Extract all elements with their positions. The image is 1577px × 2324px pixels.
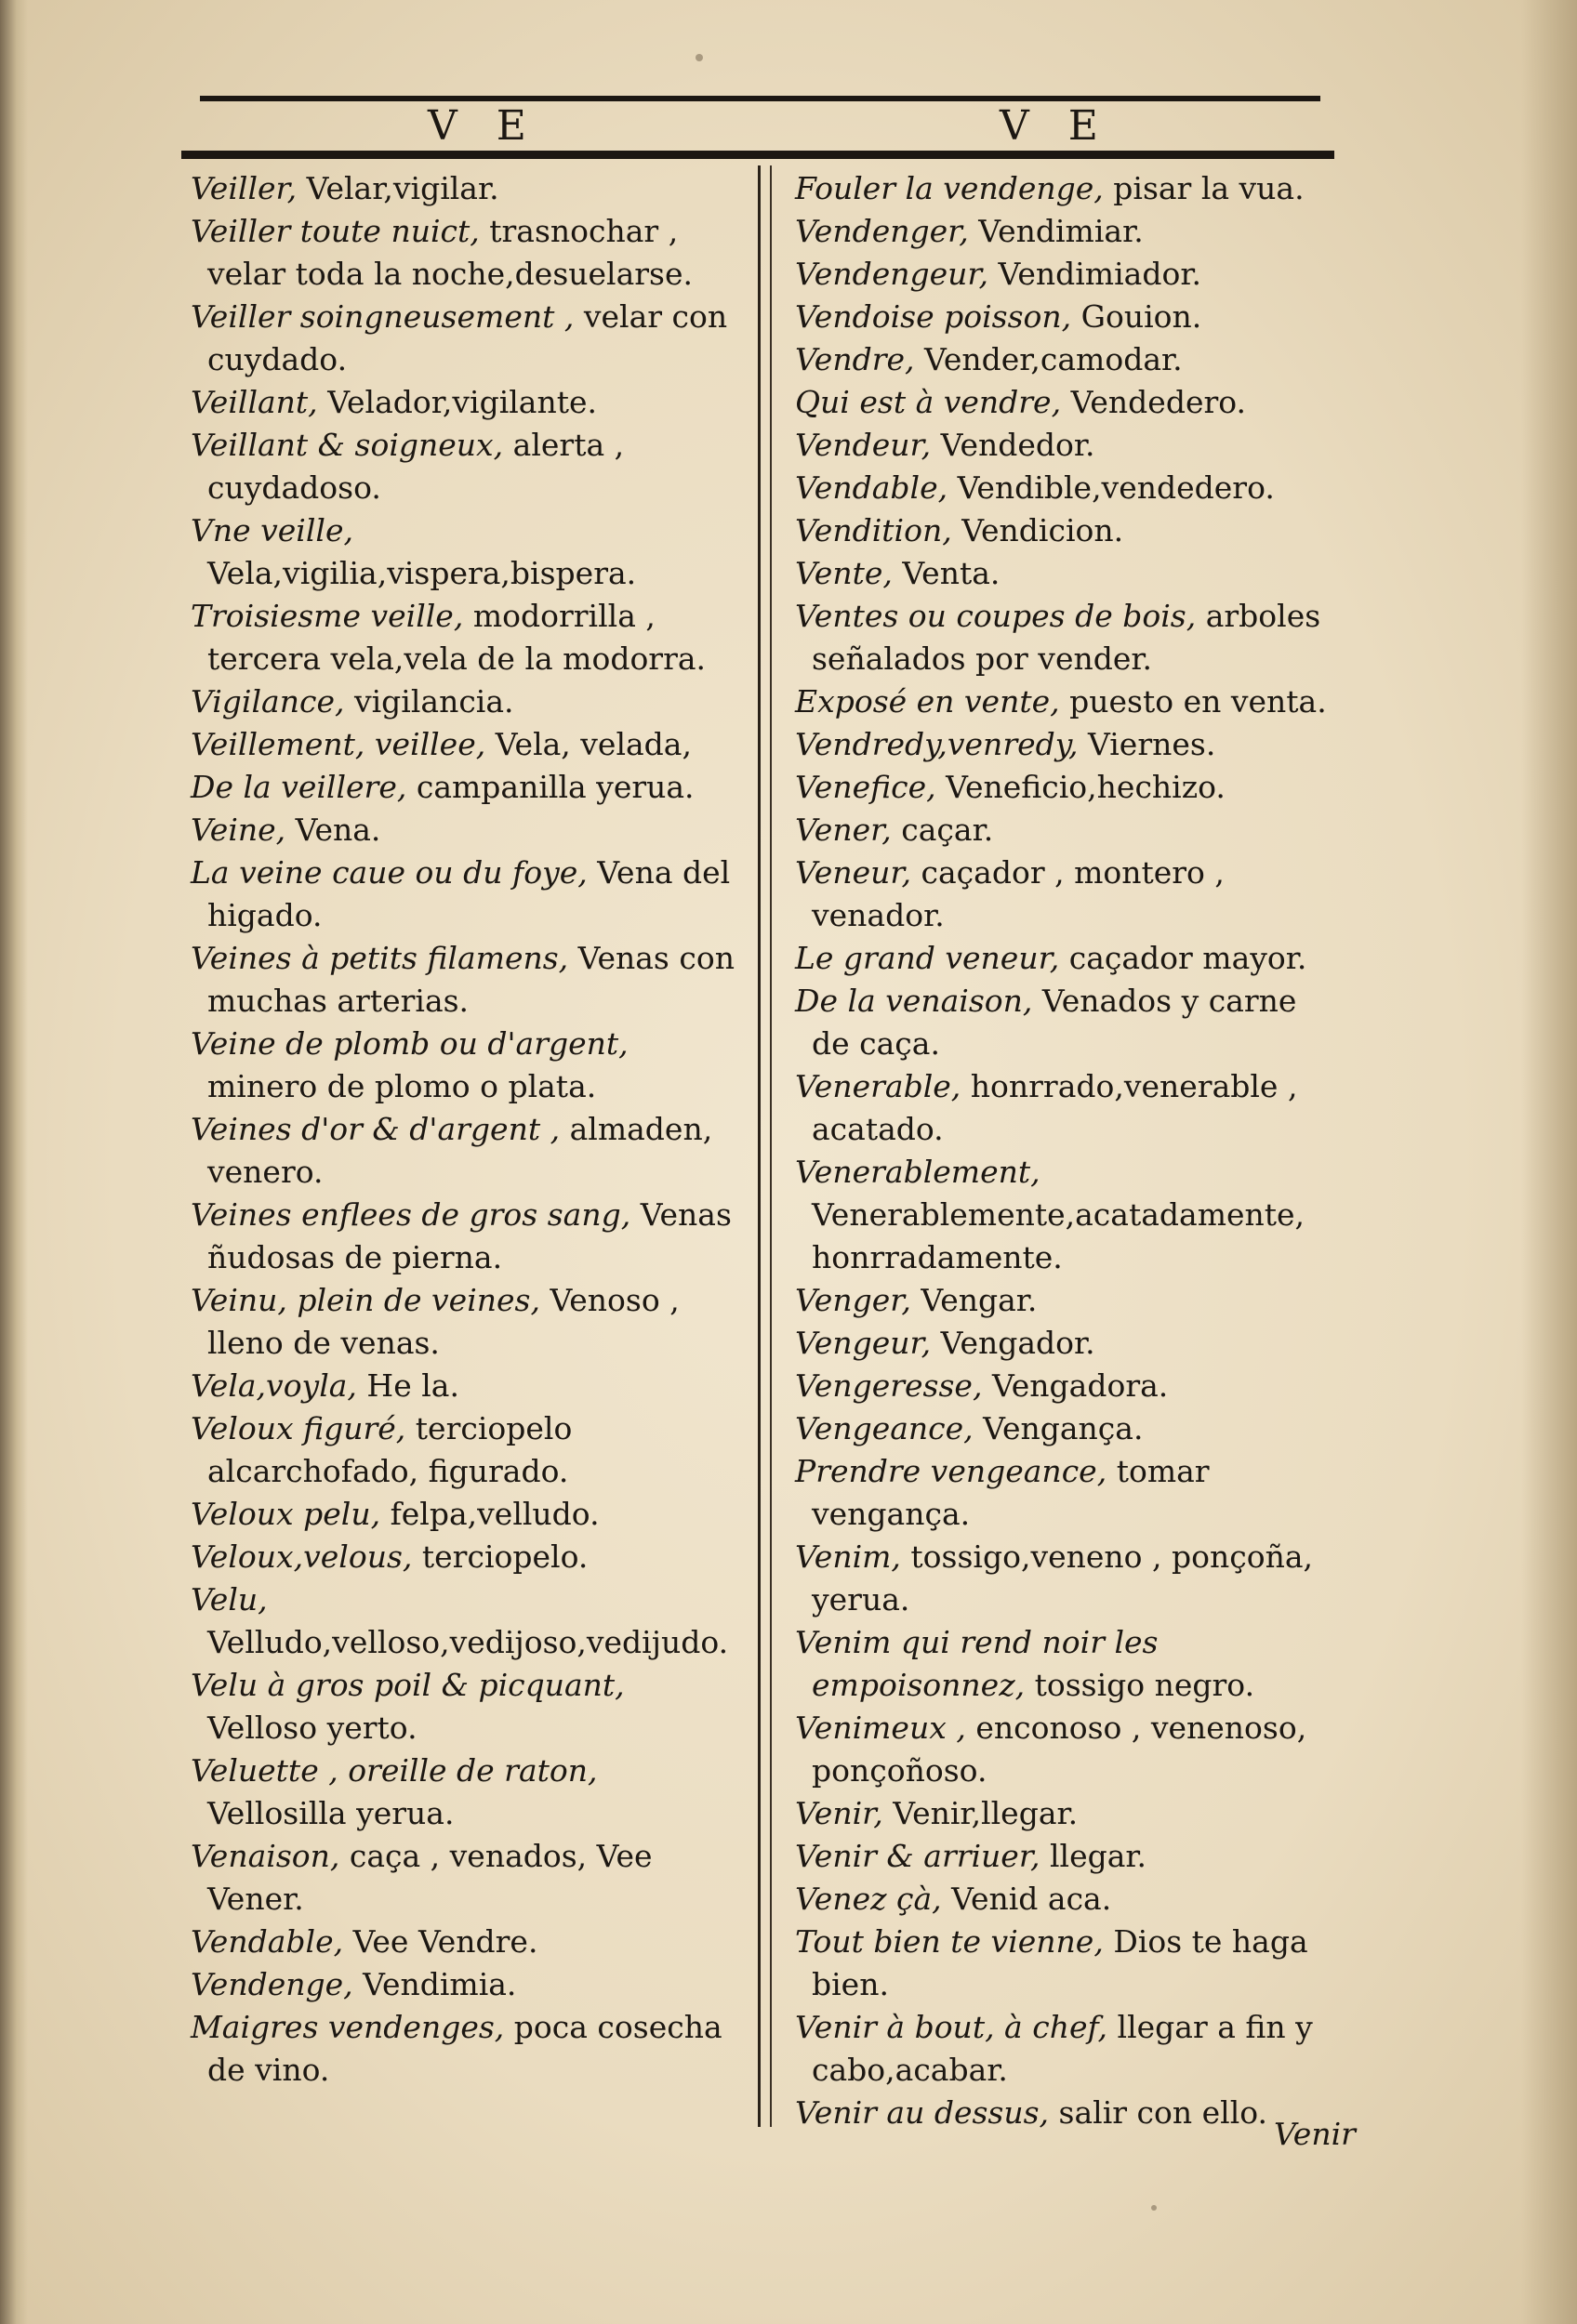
french-headword: Veneur, — [795, 854, 912, 891]
french-headword: Veines à petits filamens, — [191, 940, 569, 976]
french-headword: Veloux figuré, — [191, 1410, 406, 1446]
dictionary-entry — [191, 1835, 744, 1921]
left-column — [191, 167, 744, 2092]
ink-spot — [1151, 2205, 1157, 2211]
french-headword: Veillement, veillee, — [191, 726, 486, 762]
dictionary-entry — [795, 723, 1330, 766]
french-headword: Veluette , oreille de raton, — [191, 1752, 598, 1789]
running-head-right: V E — [1000, 102, 1111, 150]
dictionary-entry — [191, 766, 744, 809]
spanish-definition: Vee Vendre. — [352, 1923, 538, 1960]
spanish-definition: Vendible,vendedero. — [957, 469, 1275, 506]
dictionary-entry — [795, 1322, 1330, 1365]
french-headword: Venaison, — [191, 1838, 340, 1874]
spanish-definition: Gouion. — [1080, 298, 1202, 335]
french-headword: Vendengeur, — [795, 256, 989, 292]
dictionary-entry — [191, 1194, 744, 1279]
spanish-definition: vigilancia. — [353, 683, 514, 720]
spanish-definition: Vengar. — [921, 1282, 1038, 1318]
french-headword: Vengeresse, — [795, 1367, 983, 1404]
dictionary-entry — [191, 1578, 744, 1664]
french-headword: Venim, — [795, 1538, 901, 1575]
dictionary-entry — [795, 1065, 1330, 1151]
column-divider — [758, 165, 761, 2127]
spanish-definition: tossigo,veneno , ponçoña, yerua. — [812, 1538, 1314, 1618]
spanish-definition: Venas con muchas arterias. — [207, 940, 735, 1019]
dictionary-entry — [191, 1750, 744, 1835]
french-headword: Vendredy,venredy, — [795, 726, 1079, 762]
dictionary-entry — [795, 1835, 1330, 1878]
dictionary-entry — [795, 381, 1330, 424]
dictionary-entry — [191, 680, 744, 723]
dictionary-entry — [191, 723, 744, 766]
dictionary-entry — [191, 1365, 744, 1407]
spanish-definition: Vengança. — [983, 1410, 1144, 1446]
french-headword: Ventes ou coupes de bois, — [795, 598, 1197, 634]
dictionary-entry — [191, 852, 744, 937]
french-headword: Qui est à vendre, — [795, 384, 1062, 420]
dictionary-entry — [191, 595, 744, 680]
dictionary-entry — [191, 1279, 744, 1365]
french-headword: Velu, — [191, 1581, 268, 1618]
header-rule — [200, 96, 1320, 101]
spanish-definition: pisar la vua. — [1113, 170, 1305, 206]
french-headword: La veine caue ou du foye, — [191, 854, 588, 891]
dictionary-entry — [795, 1450, 1330, 1536]
dictionary-entry — [191, 1023, 744, 1108]
french-headword: Vendenger, — [795, 213, 969, 249]
french-headword: De la veillere, — [191, 769, 407, 805]
spanish-definition: Vendicion. — [961, 512, 1124, 548]
dictionary-entry — [795, 852, 1330, 937]
dictionary-entry — [191, 1108, 744, 1194]
french-headword: Veines enflees de gros sang, — [191, 1196, 631, 1233]
dictionary-entry — [191, 1407, 744, 1493]
french-headword: Veiller toute nuict, — [191, 213, 480, 249]
spanish-definition: Vengadora. — [991, 1367, 1169, 1404]
french-headword: Veine, — [191, 812, 286, 848]
spanish-definition: salir con ello. — [1058, 2094, 1268, 2131]
spanish-definition: tomar vengança. — [812, 1453, 1210, 1532]
spanish-definition: Venid aca. — [951, 1881, 1112, 1917]
french-headword: Vela,voyla, — [191, 1367, 357, 1404]
dictionary-entry — [191, 509, 744, 595]
spanish-definition: campanilla yerua. — [416, 769, 695, 805]
french-headword: Velu à gros poil & picquant, — [191, 1667, 625, 1703]
dictionary-entry — [795, 680, 1330, 723]
right-column — [795, 167, 1330, 2134]
french-headword: Vendenge, — [191, 1966, 353, 2002]
spanish-definition: Vena. — [295, 812, 381, 848]
dictionary-entry — [795, 595, 1330, 680]
french-headword: Venir à bout, à chef, — [795, 2009, 1108, 2045]
spanish-definition: almaden, venero. — [207, 1111, 713, 1190]
spanish-definition: modorrilla , tercera vela,vela de la modorra. — [207, 598, 707, 677]
catchword: Venir — [1274, 2116, 1356, 2152]
dictionary-entry — [795, 1151, 1330, 1279]
column-divider — [770, 165, 772, 2127]
dictionary-entry — [795, 1792, 1330, 1835]
spanish-definition: Viernes. — [1088, 726, 1216, 762]
french-headword: Exposé en vente, — [795, 683, 1060, 720]
french-headword: Vendeur, — [795, 427, 932, 463]
spanish-definition: tossigo negro. — [1034, 1667, 1255, 1703]
french-headword: Vne veille, — [191, 512, 353, 548]
spanish-definition: puesto en venta. — [1069, 683, 1327, 720]
dictionary-entry — [795, 296, 1330, 338]
dictionary-entry — [191, 809, 744, 852]
dictionary-entry — [795, 809, 1330, 852]
dictionary-entry — [191, 1536, 744, 1578]
french-headword: Venerable, — [795, 1068, 961, 1104]
french-headword: Vendoise poisson, — [795, 298, 1072, 335]
spanish-definition: Vellosilla yerua. — [207, 1795, 455, 1831]
dictionary-entry — [795, 1878, 1330, 1921]
spanish-definition: Vela, velada, — [495, 726, 692, 762]
dictionary-entry — [795, 937, 1330, 980]
dictionary-entry — [795, 1707, 1330, 1792]
french-headword: Venefice, — [795, 769, 936, 805]
spanish-definition: Venir,llegar. — [893, 1795, 1079, 1831]
dictionary-entry — [795, 210, 1330, 253]
french-headword: Veiller, — [191, 170, 298, 206]
page-edge-shadow — [1521, 0, 1577, 2324]
spanish-definition: arboles señalados por vender. — [812, 598, 1321, 677]
dictionary-entry — [191, 1963, 744, 2006]
dictionary-entry — [795, 1921, 1330, 2006]
spanish-definition: velar con cuydado. — [207, 298, 728, 377]
french-headword: Veines d'or & d'argent , — [191, 1111, 561, 1147]
spanish-definition: trasnochar , velar toda la noche,desuelarse. — [207, 213, 694, 292]
spanish-definition: Velludo,velloso,vedijoso,vedijudo. — [207, 1624, 729, 1660]
french-headword: Vengeance, — [795, 1410, 974, 1446]
spanish-definition: Vendedero. — [1070, 384, 1247, 420]
spanish-definition: enconoso , venenoso, ponçoñoso. — [812, 1710, 1307, 1789]
french-headword: Venim qui rend noir les empoisonnez, — [795, 1624, 1159, 1703]
french-headword: Veloux,velous, — [191, 1538, 413, 1575]
french-headword: Vendre, — [795, 341, 915, 377]
dictionary-entry — [191, 2006, 744, 2092]
spanish-definition: Vendimiador. — [998, 256, 1201, 292]
spanish-definition: poca cosecha de vino. — [207, 2009, 722, 2088]
dictionary-entry — [795, 467, 1330, 509]
dictionary-entry — [795, 1279, 1330, 1322]
spanish-definition: caçar. — [901, 812, 994, 848]
spanish-definition: Vendimia. — [363, 1966, 517, 2002]
dictionary-entry — [795, 552, 1330, 595]
french-headword: Vendition, — [795, 512, 952, 548]
french-headword: Vener, — [795, 812, 892, 848]
spanish-definition: Venta. — [902, 555, 1001, 591]
spanish-definition: Vendimiar. — [978, 213, 1144, 249]
spanish-definition: Vena del higado. — [207, 854, 731, 933]
spanish-definition: Vengador. — [940, 1325, 1095, 1361]
french-headword: Le grand veneur, — [795, 940, 1060, 976]
dictionary-entry — [795, 253, 1330, 296]
spanish-definition: felpa,velludo. — [390, 1496, 600, 1532]
spanish-definition: Vela,vigilia,vispera,bispera. — [207, 555, 637, 591]
french-headword: Fouler la vendenge, — [795, 170, 1104, 206]
dictionary-entry — [795, 1536, 1330, 1621]
dictionary-entry — [191, 1921, 744, 1963]
dictionary-entry — [191, 296, 744, 381]
running-head-left: V E — [428, 102, 539, 150]
french-headword: De la venaison, — [795, 983, 1033, 1019]
dictionary-entry — [795, 2092, 1330, 2134]
french-headword: Venimeux , — [795, 1710, 966, 1746]
dictionary-entry — [795, 509, 1330, 552]
french-headword: Veiller soingneusement , — [191, 298, 575, 335]
french-headword: Vigilance, — [191, 683, 345, 720]
french-headword: Vengeur, — [795, 1325, 932, 1361]
spanish-definition: He la. — [366, 1367, 459, 1404]
french-headword: Tout bien te vienne, — [795, 1923, 1104, 1960]
spanish-definition: llegar. — [1049, 1838, 1147, 1874]
french-headword: Venerablement, — [795, 1154, 1040, 1190]
spanish-definition: Vendedor. — [940, 427, 1095, 463]
spanish-definition: alerta , cuydadoso. — [207, 427, 625, 506]
spanish-definition: Veneficio,hechizo. — [946, 769, 1226, 805]
dictionary-entry — [795, 424, 1330, 467]
spanish-definition: Velloso yerto. — [207, 1710, 417, 1746]
french-headword: Venir au dessus, — [795, 2094, 1050, 2131]
french-headword: Veinu, plein de veines, — [191, 1282, 540, 1318]
dictionary-entry — [191, 167, 744, 210]
french-headword: Vendable, — [191, 1923, 344, 1960]
spanish-definition: Dios te haga bien. — [812, 1923, 1308, 2002]
spanish-definition: llegar a fin y cabo,acabar. — [812, 2009, 1313, 2088]
spanish-definition: terciopelo. — [421, 1538, 589, 1575]
french-headword: Venger, — [795, 1282, 911, 1318]
header-bottom-rule — [181, 151, 1334, 159]
dictionary-entry — [191, 210, 744, 296]
dictionary-entry — [795, 766, 1330, 809]
spanish-definition: honrrado,venerable , acatado. — [812, 1068, 1298, 1147]
spanish-definition: Venas ñudosas de pierna. — [207, 1196, 732, 1275]
dictionary-entry — [191, 1664, 744, 1750]
spanish-definition: caçador mayor. — [1068, 940, 1307, 976]
spanish-definition: terciopelo alcarchofado, figurado. — [207, 1410, 573, 1489]
french-headword: Venir & arriuer, — [795, 1838, 1040, 1874]
spanish-definition: caçador , montero , venador. — [812, 854, 1225, 933]
spanish-definition: Vender,camodar. — [924, 341, 1183, 377]
dictionary-entry — [191, 381, 744, 424]
page-edge-shadow — [0, 0, 28, 2324]
dictionary-entry — [795, 338, 1330, 381]
french-headword: Veloux pelu, — [191, 1496, 381, 1532]
dictionary-entry — [191, 937, 744, 1023]
dictionary-entry — [795, 1407, 1330, 1450]
dictionary-entry — [795, 980, 1330, 1065]
french-headword: Veine de plomb ou d'argent, — [191, 1025, 629, 1062]
french-headword: Veillant & soigneux, — [191, 427, 504, 463]
french-headword: Troisiesme veille, — [191, 598, 464, 634]
dictionary-entry — [191, 1493, 744, 1536]
ink-spot — [696, 54, 703, 61]
french-headword: Vendable, — [795, 469, 948, 506]
french-headword: Vente, — [795, 555, 893, 591]
french-headword: Venir, — [795, 1795, 883, 1831]
spanish-definition: Velador,vigilante. — [327, 384, 598, 420]
spanish-definition: Venados y carne de caça. — [812, 983, 1297, 1062]
dictionary-entry — [795, 1365, 1330, 1407]
dictionary-entry — [795, 2006, 1330, 2092]
french-headword: Maigres vendenges, — [191, 2009, 505, 2045]
spanish-definition: Venoso , lleno de venas. — [207, 1282, 680, 1361]
french-headword: Prendre vengeance, — [795, 1453, 1107, 1489]
spanish-definition: minero de plomo o plata. — [207, 1068, 597, 1104]
dictionary-entry — [191, 424, 744, 509]
dictionary-entry — [795, 167, 1330, 210]
dictionary-entry — [795, 1621, 1330, 1707]
french-headword: Veillant, — [191, 384, 318, 420]
spanish-definition: caça , venados, Vee Vener. — [207, 1838, 653, 1917]
spanish-definition: Velar,vigilar. — [306, 170, 499, 206]
spanish-definition: Venerablemente,acatadamente, honrradamente. — [812, 1196, 1305, 1275]
french-headword: Venez çà, — [795, 1881, 942, 1917]
